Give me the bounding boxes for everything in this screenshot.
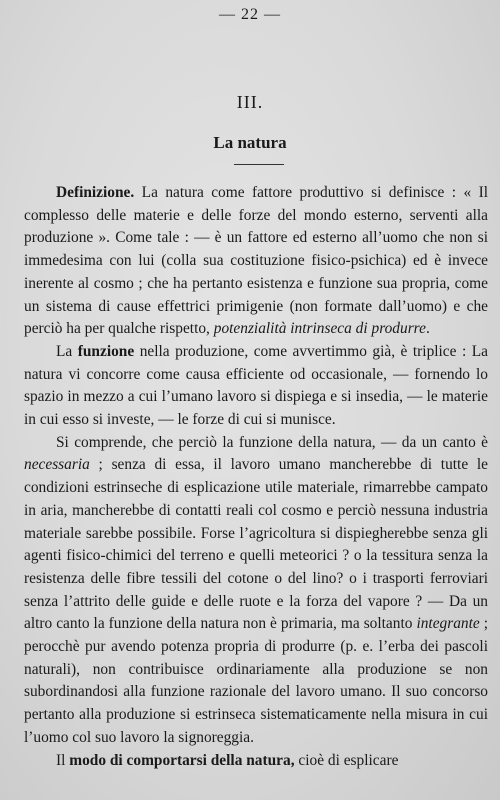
italic-word: necessaria [24,456,90,474]
page-number: — 22 — [219,6,281,23]
body-text [24,182,488,772]
italic-phrase: potenzialità intrinseca di produrre [213,320,426,338]
term-modo: modo di comportarsi della natura, [69,751,295,769]
text-run: Si comprende, che perciò la funzione della natura, — da un canto è [56,433,488,451]
italic-word: integrante [416,615,480,633]
paragraph-definizione [24,182,488,341]
text-run: cioè di esplicare [294,751,399,769]
paragraph-comprende [24,432,488,750]
paragraph-funzione [24,341,488,432]
text-run: La [56,342,78,360]
text-run: Il [56,751,70,769]
text-run: nella produzione, come avvertimmo già, è triplice : La natura vi concorre come causa efficiente od occasionale, — fornendo lo spazio in mezzo a cui l’umano lavoro si dispiega e si insedia, — le materie in cui esso si investe, — le forze di cui si munisce. [24,342,488,429]
text-run: ; perocchè pur avendo potenza propria di produrre (p. e. l’erba dei pascoli naturali), non contribuisce ordinariamente alla produzione se non subordinandosi alla funzione razionale del lavoro umano. Il suo concorso pertanto alla produzione si estrinseca sistematicamente nella misura in cui l’uomo col suo lavoro la signoreggia. [24,615,489,746]
term-funzione: funzione [77,342,135,360]
term-definizione: Definizione. [56,184,135,201]
chapter-number: III. [236,92,264,112]
text-run: ; senza di essa, il lavoro umano mancherebbe di tutte le condizioni estrinseche di esplicazione utile materiale, rimarrebbe campato in aria, mancherebbe di contatti reali col cosmo e perciò nessuna industria materiale sarebbe possibile. Forse l’agricoltura si dispiegherebbe senza gli agenti fisico-chimici del terreno e quelli meteorici ? o la tessitura senza la resistenza delle fibre tessili del cotone o del lino? o i trasporti ferroviari senza l’attrito delle guide e delle ruote e la forza del vapore ? — Da un altro canto la funzione della natura non è primaria, ma soltanto [24,456,488,633]
paragraph-modo [24,750,488,773]
title-rule [234,164,284,165]
text-run: La natura come fattore produttivo si definisce : « Il complesso delle materie e delle forze del mondo esterno, serventi alla produzione ». Come tale : — è un fattore ed esterno all’uomo che non si immedesima con lui (colla sua costituzione fisico-psichica) ed è invece inerente al cosmo ; che ha pertanto esistenza e funzione sua propria, come un sistema di cause effettrici primigenie (non formate dall’uomo) e che perciò ha per qualche rispetto, [24,184,488,338]
chapter-title: La natura [213,133,287,152]
text-run: . [425,320,430,338]
